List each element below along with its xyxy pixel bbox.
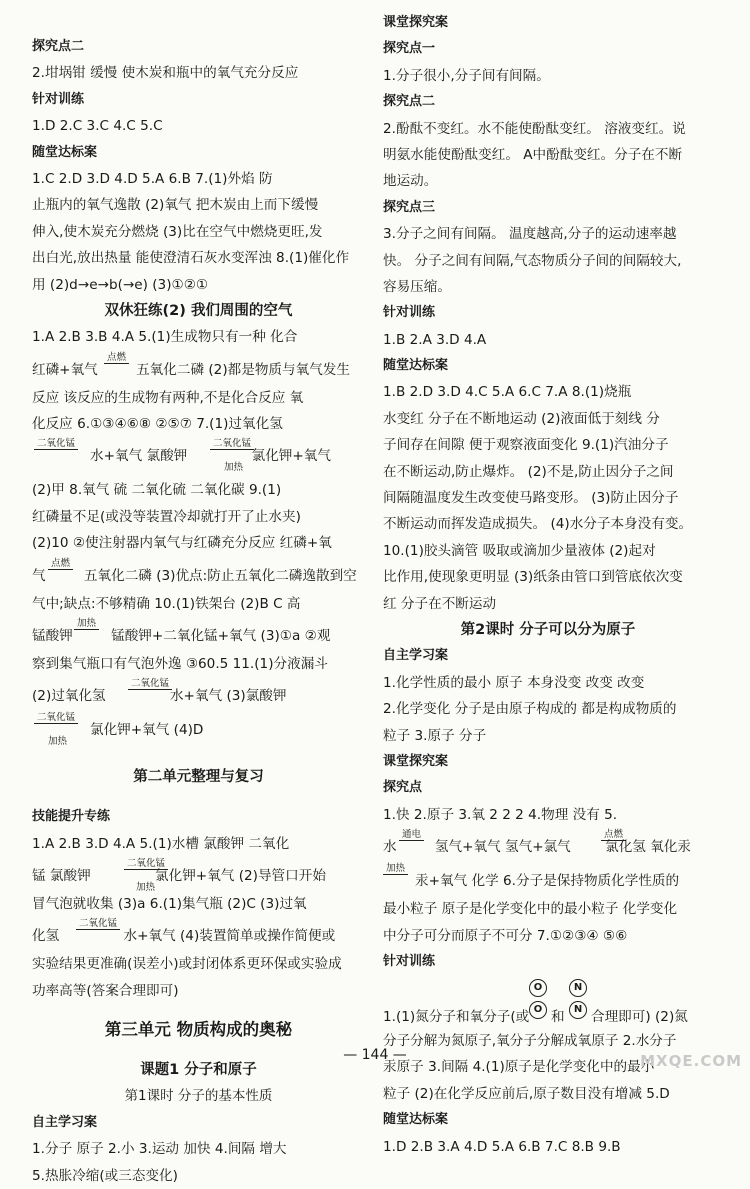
equation-text: 锰酸钾+二氧化锰+氧气 (3)①a ②观: [111, 628, 331, 645]
equation-text: 氯化钾+氧气: [251, 448, 331, 465]
answer-line: 冒气泡就收集 (3)a 6.(1)集气瓶 (2)C (3)过氧: [32, 896, 307, 912]
equation-text: 氯化钾+氧气 (2)导管口开始: [155, 868, 326, 884]
answer-line: 快。 分子之间有间隔,气态物质分子间的间隔较大,: [383, 252, 682, 269]
answer-line: 1.C 2.D 3.D 4.D 5.A 6.B 7.(1)外焰 防: [32, 170, 273, 187]
answer-line: 不断运动而挥发造成损失。 (4)水分子本身没有变。: [383, 516, 693, 533]
answer-line: 粒子 (2)在化学反应前后,原子数目没有增减 5.D: [383, 1085, 670, 1102]
answer-line: 气中;缺点:不够精确 10.(1)铁架台 (2)B C 高: [32, 595, 301, 612]
answer-line: 实验结果更准确(误差小)或封闭体系更环保或实验成: [32, 956, 342, 973]
equation-text: 氯化钾+氧气 (4)D: [90, 722, 204, 739]
equation-text: 锰酸钾: [32, 628, 73, 645]
answer-line: 红 分子在不断运动: [383, 595, 497, 612]
nitrogen-atom-icon: N: [569, 1001, 587, 1019]
section-heading: 随堂达标案: [383, 1112, 449, 1128]
answer-line: 察到集气瓶口有气泡外逸 ③60.5 11.(1)分液漏斗: [32, 656, 328, 673]
reaction-condition: 二氧化锰: [210, 439, 254, 450]
answer-line: 明氨水能使酚酞变红。 A中酚酞变红。分子在不断: [383, 146, 683, 163]
answer-line: 1.B 2.A 3.D 4.A: [383, 331, 487, 348]
equation-text: 水+氧气 (3)氯酸钾: [169, 688, 287, 705]
unit-title: 第三单元 物质构成的奥秘: [104, 1020, 293, 1040]
answer-line: 1.B 2.D 3.D 4.C 5.A 6.C 7.A 8.(1)烧瓶: [383, 384, 632, 401]
answer-line: 5.热胀冷缩(或三态变化): [32, 1167, 178, 1184]
reaction-condition: 加热: [74, 619, 99, 630]
answer-line: 2.坩埚钳 缓慢 使木炭和瓶中的氧气充分反应: [32, 65, 299, 82]
answer-line: 用 (2)d→e→b(→e) (3)①②①: [32, 276, 209, 293]
right-column: [383, 15, 713, 1160]
molecule-answer-line: [383, 975, 713, 1028]
section-heading: 随堂达标案: [32, 144, 98, 160]
answer-line: 地运动。: [383, 173, 438, 190]
reaction-condition: 二氧化锰: [34, 439, 78, 450]
section-heading: 探究点三: [383, 199, 436, 215]
equation-text: 氢气+氧气 氢气+氯气: [434, 839, 571, 856]
reaction-condition: 加热: [48, 736, 68, 748]
equation-line: [32, 677, 365, 711]
equation-text: 五氧化二磷 (3)优点:防止五氧化二磷逸散到空: [83, 567, 357, 584]
reaction-condition: 点燃: [104, 353, 129, 364]
answer-text: 和: [551, 1009, 565, 1026]
equation-line: [32, 617, 365, 651]
left-column: [32, 34, 365, 1189]
answer-line: 分子分解为氮原子,氧分子分解成氧原子 2.水分子: [383, 1033, 677, 1050]
answer-line: 在不断运动,防止爆炸。 (2)不是,防止因分子之间: [383, 463, 674, 480]
reaction-condition: 二氧化锰: [76, 919, 120, 930]
section-heading: 技能提升专练: [32, 809, 111, 825]
answer-line: 1.D 2.C 3.C 4.C 5.C: [32, 118, 163, 135]
answer-text: 合理即可) (2)氮: [591, 1009, 688, 1026]
answer-line: 出白光,放出热量 能使澄清石灰水变浑浊 8.(1)催化作: [32, 250, 350, 267]
answer-text: 1.(1)氮分子和氧分子(或: [383, 1009, 530, 1026]
period-title: 第2课时 分子可以分为原子: [460, 621, 636, 638]
answer-line: 间隔随温度发生改变使马路变形。 (3)防止因分子: [383, 490, 679, 507]
answer-line: 2.酚酞不变红。水不能使酚酞变红。 溶液变红。说: [383, 120, 686, 137]
watermark-logo: MXQE.COM: [640, 1052, 742, 1070]
section-heading: 课堂探究案: [383, 753, 449, 769]
answer-line: (2)10 ②使注射器内氧气与红磷充分反应 红磷+氧: [32, 535, 332, 552]
answer-line: 化反应 6.①③④⑥⑧ ②⑤⑦ 7.(1)过氧化氢: [32, 416, 283, 433]
answer-line: 1.分子很小,分子间有间隔。: [383, 67, 550, 84]
section-heading: 自主学习案: [32, 1114, 98, 1130]
answer-line: 粒子 3.原子 分子: [383, 727, 487, 744]
answer-line: 1.快 2.原子 3.氧 2 2 2 4.物理 没有 5.: [383, 806, 618, 823]
answer-line: 水变红 分子在不断地运动 (2)液面低于刻线 分: [383, 410, 660, 427]
section-heading: 探究点一: [383, 41, 436, 57]
section-heading: 随堂达标案: [383, 358, 449, 374]
chapter-title: 第二单元整理与复习: [133, 769, 264, 786]
reaction-condition: 二氧化锰: [34, 713, 78, 724]
equation-text: 锰 氯酸钾: [32, 868, 91, 884]
answer-line: 反应 该反应的生成物有两种,不是化合反应 氧: [32, 389, 304, 406]
molecule-diagram: [383, 975, 713, 1028]
section-heading: 课堂探究案: [383, 15, 449, 30]
answer-line: 中分子可分而原子不可分 7.①②③④ ⑤⑥: [383, 927, 628, 944]
answer-line: 2.化学变化 分子是由原子构成的 都是构成物质的: [383, 701, 677, 718]
equation-line: [32, 351, 365, 385]
answer-line: 10.(1)胶头滴管 吸取或滴加少量液体 (2)起对: [383, 542, 656, 559]
chapter-title: 双休狂练(2) 我们周围的空气: [104, 302, 293, 319]
lesson-title: 课题1 分子和原子: [140, 1061, 257, 1078]
period-title: 第1课时 分子的基本性质: [124, 1088, 273, 1105]
equation-text: 五氧化二磷 (2)都是物质与氧气发生: [136, 361, 350, 378]
section-heading: 自主学习案: [383, 648, 449, 664]
equation-line: [32, 437, 365, 477]
answer-line: 容易压缩。: [383, 278, 451, 295]
equation-text: 汞+氧气 化学 6.分子是保持物质化学性质的: [415, 873, 680, 890]
reaction-condition: 点燃: [48, 559, 73, 570]
reaction-condition: 二氧化锰: [124, 859, 168, 870]
section-heading: 探究点二: [383, 94, 436, 110]
equation-line: [32, 711, 365, 751]
reaction-condition: 加热: [136, 882, 156, 891]
answer-line: 3.分子之间有间隔。 温度越高,分子的运动速率越: [383, 226, 677, 243]
equation-text: 气: [32, 567, 46, 584]
answer-line: 1.A 2.B 3.D 4.A 5.(1)水槽 氯酸钾 二氧化: [32, 835, 290, 852]
equation-line: [383, 828, 713, 862]
section-heading: 针对训练: [383, 953, 436, 969]
answer-line: (2)甲 8.氧气 硫 二氧化硫 二氧化碳 9.(1): [32, 482, 282, 499]
section-heading: 探究点: [383, 780, 423, 796]
equation-text: 氯化氢 氧化汞: [605, 839, 691, 856]
equation-line: [32, 917, 365, 951]
equation-text: 水: [383, 839, 397, 856]
oxygen-atom-icon: O: [529, 979, 547, 997]
equation-text: (2)过氧化氢: [32, 688, 106, 705]
section-heading: 针对训练: [383, 305, 436, 321]
answer-line: 比作用,使现象更明显 (3)纸条由管口到管底依次变: [383, 569, 683, 586]
equation-line: [32, 557, 365, 591]
section-heading: 针对训练: [32, 91, 85, 107]
answer-line: 1.化学性质的最小 原子 本身没变 改变 改变: [383, 674, 645, 691]
equation-text: 水+氧气 (4)装置简单或操作简便或: [123, 928, 336, 945]
answer-line: 子间存在间隙 便于观察液面变化 9.(1)汽油分子: [383, 437, 669, 454]
answer-line: 最小粒子 原子是化学变化中的最小粒子 化学变化: [383, 901, 678, 918]
answer-line: 汞原子 3.间隔 4.(1)原子是化学变化中的最小: [383, 1059, 655, 1076]
nitrogen-atom-icon: N: [569, 979, 587, 997]
oxygen-atom-icon: O: [529, 1001, 547, 1019]
reaction-condition: 通电: [399, 830, 424, 841]
equation-text: 水+氧气 氯酸钾: [90, 448, 188, 465]
equation-text: 红磷+氧气: [32, 361, 98, 378]
answer-line: 1.分子 原子 2.小 3.运动 加快 4.间隔 增大: [32, 1141, 287, 1158]
answer-line: 红磷量不足(或没等装置冷却就打开了止水夹): [32, 508, 301, 525]
reaction-condition: 加热: [383, 864, 408, 875]
reaction-condition: 加热: [224, 462, 244, 474]
reaction-condition: 二氧化锰: [128, 679, 172, 690]
page-number: — 144 —: [343, 1047, 407, 1063]
answer-line: 止瓶内的氧气逸散 (2)氧气 把木炭由上而下缓慢: [32, 197, 319, 214]
answer-line: 1.A 2.B 3.B 4.A 5.(1)生成物只有一种 化合: [32, 329, 298, 346]
answer-line: 功率高等(答案合理即可): [32, 982, 179, 999]
answer-line: 1.D 2.B 3.A 4.D 5.A 6.B 7.C 8.B 9.B: [383, 1138, 621, 1155]
equation-line: [383, 862, 713, 896]
reaction-condition: 点燃: [601, 830, 626, 841]
answer-line: 伸入,使木炭充分燃烧 (3)比在空气中燃烧更旺,发: [32, 223, 323, 240]
equation-text: 化氢: [32, 928, 60, 945]
section-heading: 探究点二: [32, 39, 85, 54]
equation-line: [32, 857, 365, 891]
